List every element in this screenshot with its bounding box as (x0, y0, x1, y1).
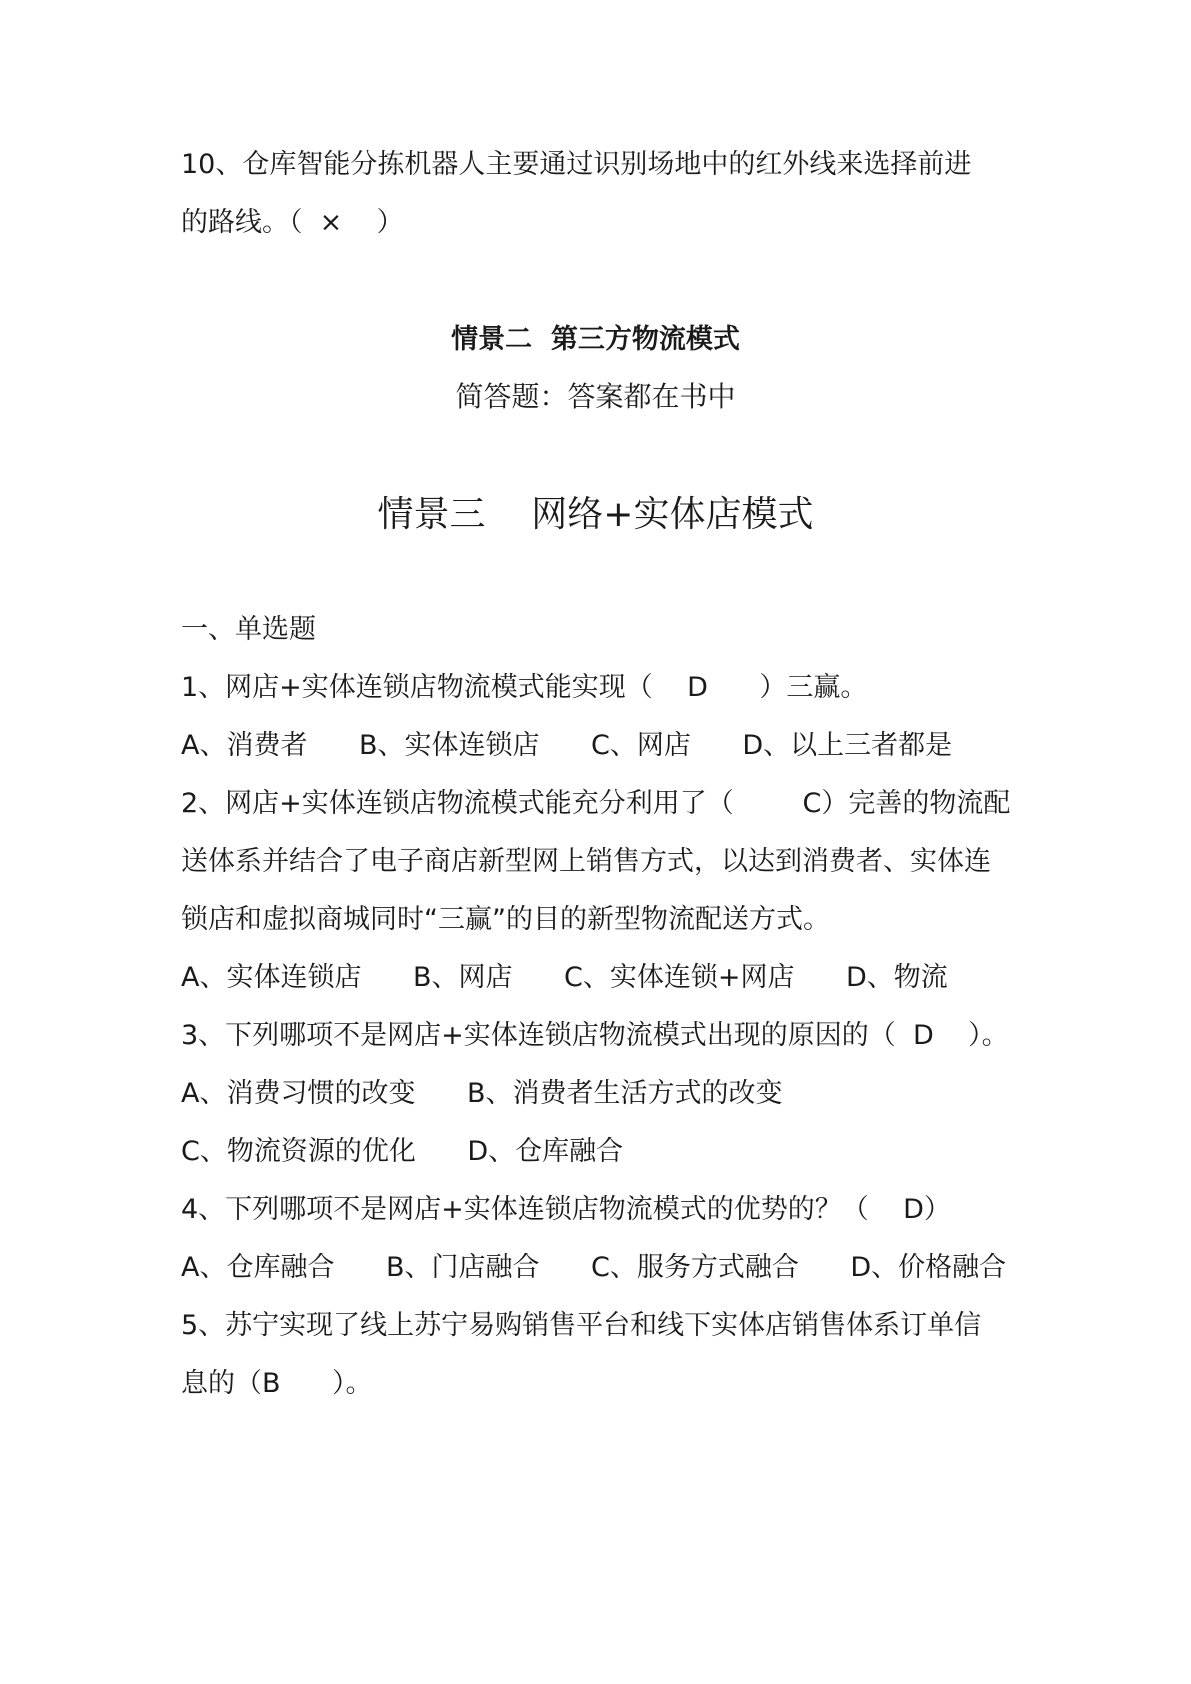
question-10-line-1: 10、仓库智能分拣机器人主要通过识别场地中的红外线来选择前进 (181, 149, 972, 180)
question-5-line-1: 5、苏宁实现了线上苏宁易购销售平台和线下实体店销售体系订单信 (181, 1310, 982, 1341)
question-3: 3、下列哪项不是网店+实体连锁店物流模式出现的原因的（ D ）。 (181, 1020, 1009, 1051)
question-2-line-2: 送体系并结合了电子商店新型网上销售方式，以达到消费者、实体连 (181, 846, 991, 877)
question-10-line-2: 的路线。（ × ） (181, 207, 404, 238)
question-4: 4、下列哪项不是网店+实体连锁店物流模式的优势的？（ D） (181, 1194, 951, 1225)
question-2-line-3: 锁店和虚拟商城同时“三赢”的目的新型物流配送方式。 (181, 904, 830, 935)
question-4-options: A、仓库融合 B、门店融合 C、服务方式融合 D、价格融合 (181, 1252, 1007, 1283)
question-2-line-1: 2、网店+实体连锁店物流模式能充分利用了（ C）完善的物流配 (181, 788, 1011, 819)
question-3-options-cd: C、物流资源的优化 D、仓库融合 (181, 1136, 624, 1167)
question-5-line-2: 息的（B ）。 (181, 1368, 373, 1399)
question-2-options: A、实体连锁店 B、网店 C、实体连锁+网店 D、物流 (181, 962, 948, 993)
section-2-note: 简答题：答案都在书中 (455, 380, 736, 413)
question-3-options-ab: A、消费习惯的改变 B、消费者生活方式的改变 (181, 1078, 783, 1109)
question-1-options: A、消费者 B、实体连锁店 C、网店 D、以上三者都是 (181, 730, 953, 761)
section-2-title: 情景二 第三方物流模式 (451, 324, 740, 355)
question-1: 1、网店+实体连锁店物流模式能实现（ D ）三赢。 (181, 672, 868, 703)
section-3-title: 情景三 网络+实体店模式 (377, 494, 814, 535)
part-heading-single-choice: 一、单选题 (181, 614, 316, 645)
